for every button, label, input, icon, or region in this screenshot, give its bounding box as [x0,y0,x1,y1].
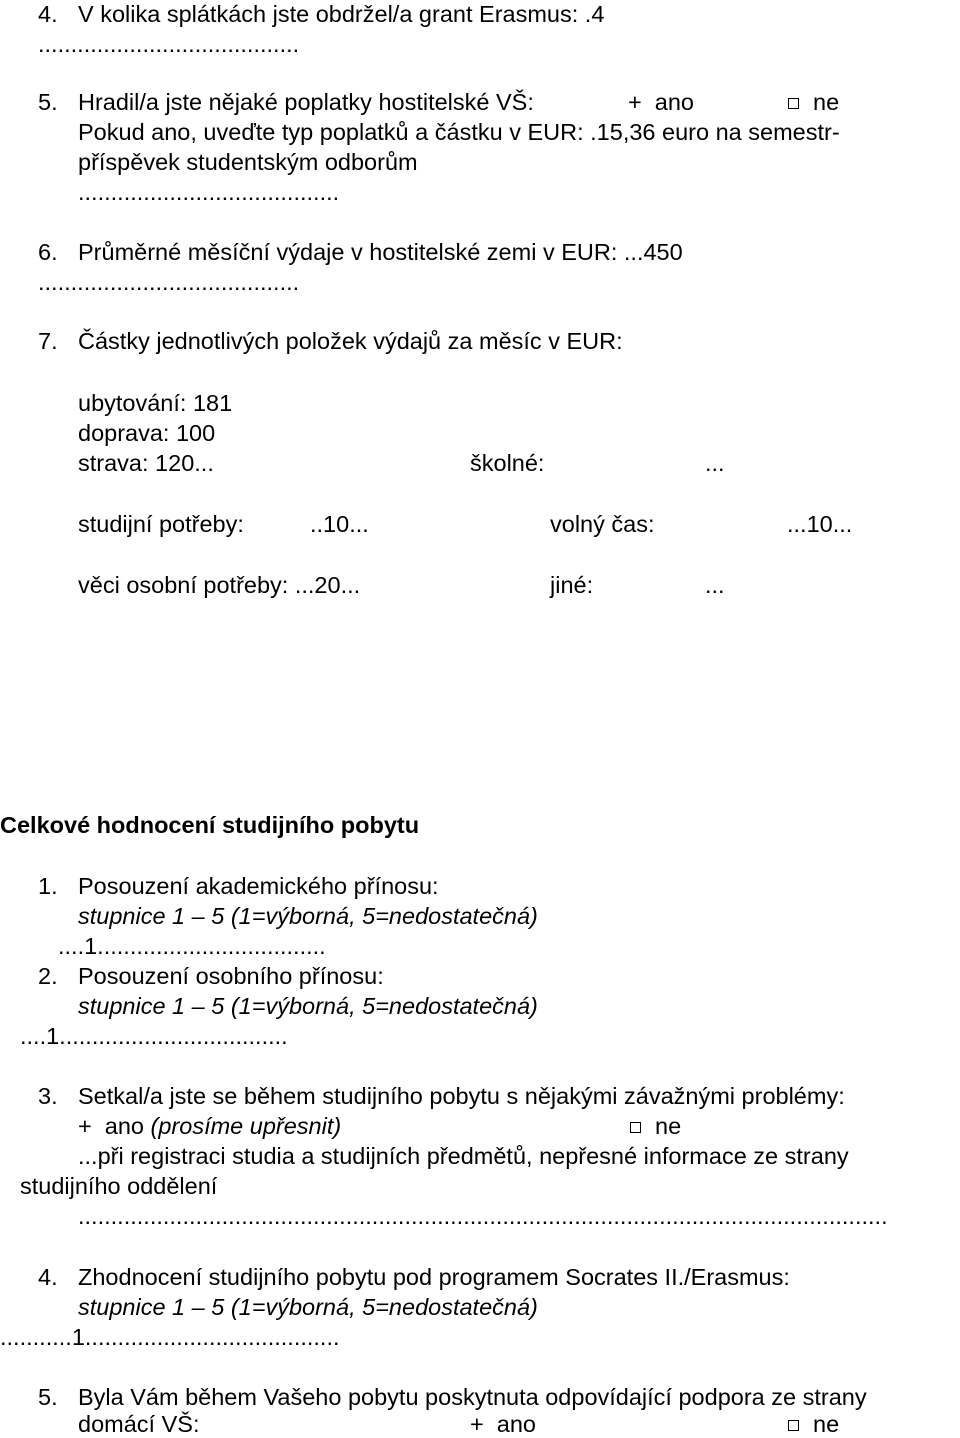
expense-studijni-value: ..10... [310,511,369,537]
q5-option-no[interactable] [788,88,839,116]
q5-text: Hradil/a jste nějaké poplatky hostitelské VŠ: [78,89,534,115]
eval-q2-answer: ....1................................... [20,1023,288,1049]
eval-q3-number: 3. [38,1083,58,1109]
eval-q3-text: Setkal/a jste se během studijního pobytu s nějakými závažnými problémy: [78,1083,845,1109]
expense-skolne-label: školné: [470,450,545,476]
eval-q3-answer-line2: studijního oddělení [20,1173,218,1199]
expense-skolne-value: ... [705,450,725,476]
eval-q3-dots: ............................................................................................................................ [78,1203,888,1229]
eval-q5-no-label: ne [813,1411,840,1437]
evaluation-heading: Celkové hodnocení studijního pobytu [0,812,420,838]
q5-dots: ........................................ [78,179,340,205]
q4-number: 4. [38,1,58,27]
q6-text: Průměrné měsíční výdaje v hostitelské zemi v EUR: ...450 [78,239,683,265]
q4-text: V kolika splátkách jste obdržel/a grant Erasmus: .4 [78,1,605,27]
eval-q5-line2: domácí VŠ: [78,1411,200,1437]
eval-q4-scale: stupnice 1 – 5 (1=výborná, 5=nedostatečná) [78,1294,538,1320]
eval-q1-scale: stupnice 1 – 5 (1=výborná, 5=nedostatečná) [78,903,538,929]
expense-studijni-label: studijní potřeby: [78,511,244,537]
eval-q5-number: 5. [38,1384,58,1410]
eval-q1-answer: ....1................................... [58,933,326,959]
expense-volny-label: volný čas: [550,511,655,537]
eval-q5-option-yes[interactable]: + ano [470,1411,536,1437]
q6-dots: ........................................ [38,269,300,295]
expense-strava: strava: 120... [78,450,214,476]
checkbox-icon [788,1420,799,1431]
eval-q4-text: Zhodnocení studijního pobytu pod programem Socrates II./Erasmus: [78,1264,790,1290]
eval-q4-number: 4. [38,1264,58,1290]
q5-option-yes[interactable]: + ano [628,89,694,115]
expense-ubytovani: ubytování: 181 [78,390,233,416]
expense-volny-value: ...10... [787,511,853,537]
checkbox-icon [630,1122,641,1133]
eval-q3-yes-note: (prosíme upřesnit) [150,1113,342,1139]
q5-number: 5. [38,89,58,115]
eval-q3-option-no[interactable] [630,1112,681,1140]
expense-jine-value: ... [705,572,725,598]
q6-number: 6. [38,239,58,265]
eval-q2-number: 2. [38,963,58,989]
eval-q1-number: 1. [38,873,58,899]
eval-q4-answer: ...........1....................................... [0,1324,340,1350]
expense-veci: věci osobní potřeby: ...20... [78,572,361,598]
eval-q2-text: Posouzení osobního přínosu: [78,963,384,989]
q5-line3: příspěvek studentským odborům [78,149,418,175]
eval-q5-text: Byla Vám během Vašeho pobytu poskytnuta odpovídající podpora ze strany [78,1384,867,1410]
eval-q2-scale: stupnice 1 – 5 (1=výborná, 5=nedostatečná) [78,993,538,1019]
q5-line2: Pokud ano, uveďte typ poplatků a částku v EUR: .15,36 euro na semestr- [78,119,840,145]
eval-q1-text: Posouzení akademického přínosu: [78,873,439,899]
expense-doprava: doprava: 100 [78,420,216,446]
q5-option-no-label: ne [813,89,840,115]
q4-dots: ........................................ [38,31,300,57]
eval-q3-yes-label: + ano [78,1113,144,1139]
eval-q3-no-label: ne [655,1113,682,1139]
eval-q3-answer-line1: ...při registraci studia a studijních předmětů, nepřesné informace ze strany [78,1143,849,1169]
q7-text: Částky jednotlivých položek výdajů za měsíc v EUR: [78,328,623,354]
eval-q5-option-no[interactable] [788,1410,839,1438]
checkbox-icon [788,98,799,109]
expense-jine-label: jiné: [550,572,594,598]
q7-number: 7. [38,328,58,354]
eval-q3-option-yes[interactable] [78,1112,341,1140]
